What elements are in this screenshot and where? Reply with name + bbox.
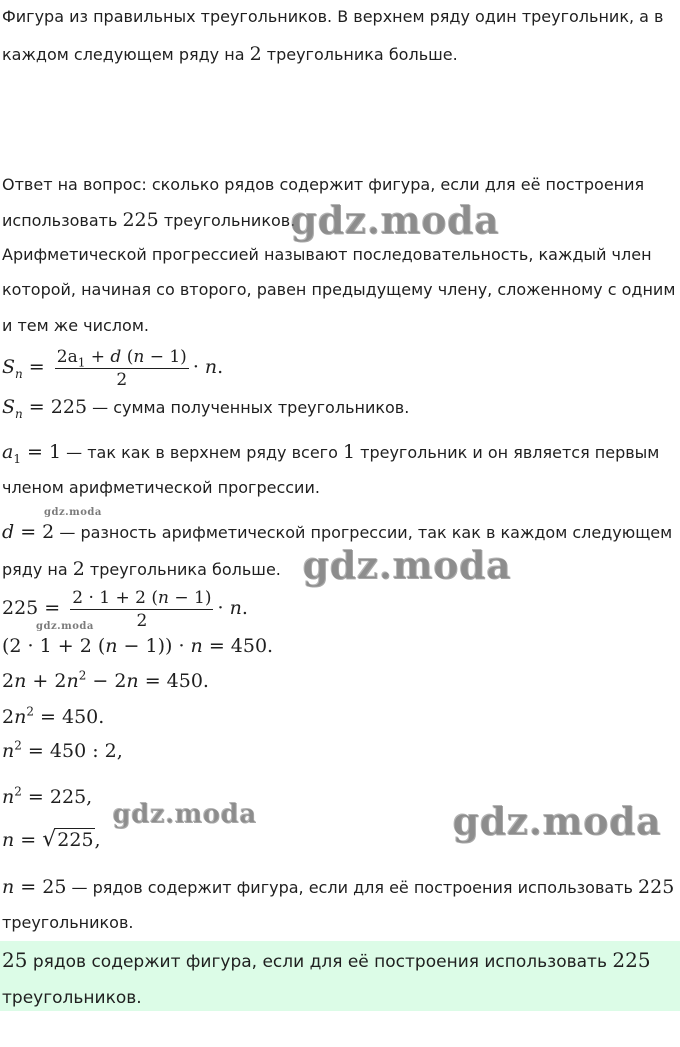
equation-2: (2 · 1 + 2 (n − 1)) · n = 450. [2, 635, 274, 657]
definition-line-2: которой, начиная со второго, равен предыдущему члену, сложенному с одним [2, 280, 676, 299]
definition-line-1: Арифметической прогрессией называют последовательность, каждый член [2, 245, 652, 264]
intro-line-1: Фигура из правильных треугольников. В верхнем ряду один треугольник, а в [2, 7, 664, 26]
equation-6: $n^2 = 225$, [2, 784, 93, 808]
watermark-small: gdz.moda [44, 507, 102, 518]
equation-5: $n^2 = 450$ : 2, [2, 738, 123, 762]
watermark-small: gdz.moda [36, 621, 94, 632]
equation-1: 225 = $\frac{2 \cdot 1 + 2 (n - 1)}{2}$ · n. [2, 587, 248, 631]
result-line-2: треугольников. [2, 913, 134, 932]
d-line-2: ряду на 2 треугольника больше. [2, 558, 281, 580]
equation-1-fraction: $\frac{2 \cdot 1 + 2 (n - 1)}{2}$ [72, 587, 212, 631]
watermark-logo: gdz.moda [302, 542, 511, 587]
equation-4: $2n^2 = 450$. [2, 704, 105, 728]
sum-formula-fraction: $\frac{2a_1 + d (n - 1)}{2}$ [56, 346, 187, 390]
answer-line-1: 25 рядов содержит фигура, если для её построения использовать 225 [2, 948, 651, 972]
watermark-logo: gdz.moda [290, 197, 499, 242]
square-root: √225 [42, 827, 94, 852]
equation-7: n = √225, [2, 827, 101, 852]
definition-line-3: и тем же числом. [2, 316, 149, 335]
question-line-1: Ответ на вопрос: сколько рядов содержит фигура, если для её построения [2, 175, 645, 194]
answer-line-2: треугольников. [2, 988, 142, 1008]
d-line-1: d = 2 — разность арифметической прогрессии, так как в каждом следующем [2, 521, 673, 543]
a1-line-2: членом арифметической прогрессии. [2, 478, 320, 497]
sn-line: $S_n = 225$ — сумма полученных треугольников. [2, 396, 410, 421]
equation-3: $2n + 2n^2 - 2n = 450$. [2, 668, 209, 692]
result-line-1: n = 25 — рядов содержит фигура, если для её построения использовать 225 [2, 876, 675, 898]
question-line-2: использовать 225 треугольников. [2, 209, 296, 231]
a1-line-1: $a_1 = 1$ — так как в верхнем ряду всего 1 треугольник и он является первым [2, 441, 660, 466]
watermark-logo: gdz.moda [452, 798, 661, 843]
intro-line-2: каждом следующем ряду на 2 треугольника больше. [2, 43, 458, 65]
sum-formula: $S_n$ = $\frac{2a_1 + d (n - 1)}{2}$ · n. [2, 346, 224, 390]
watermark-logo: gdz.moda [112, 799, 257, 829]
